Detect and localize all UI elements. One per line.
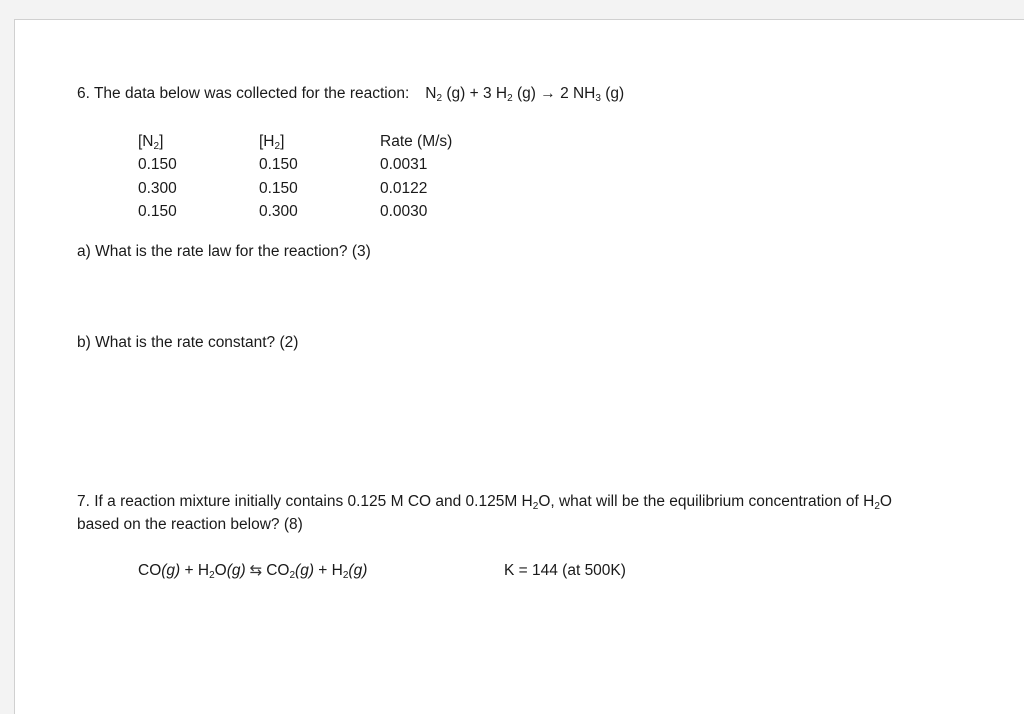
question-7-line-2: based on the reaction below? (8) <box>77 516 303 533</box>
table-column-n2 <box>138 130 268 223</box>
table-cell: 0.300 <box>259 202 298 220</box>
question-7-line-1: 7. If a reaction mixture initially contains 0.125 M CO and 0.125M $H_2O$, what will be the equilibrium concentration of $H_2O$ <box>77 493 892 512</box>
part-a-question: a) What is the rate law for the reaction? (3) <box>77 243 371 260</box>
question-6-text: 6. The data below was collected for the reaction: <box>77 85 410 102</box>
reaction-equation: $N_2$ (g) + 3 $H_2$ (g) → 2 $NH_3$ (g) <box>425 85 625 104</box>
part-b-question: b) What is the rate constant? (2) <box>77 334 299 351</box>
table-column-h2 <box>259 130 389 223</box>
table-cell: 0.150 <box>259 156 298 174</box>
table-header-h2: $[H_2]$ <box>259 133 285 152</box>
equilibrium-constant: K = 144 (at 500K) <box>504 562 626 579</box>
table-cell: 0.0122 <box>380 179 428 197</box>
table-cell: 0.150 <box>138 156 177 174</box>
question-6-prompt <box>77 84 624 104</box>
equilibrium-arrow-icon: ⇆ <box>249 562 263 579</box>
table-column-rate <box>380 130 510 223</box>
document-page <box>14 19 1024 714</box>
table-cell: 0.0031 <box>380 156 428 174</box>
table-header-n2: $[N_2]$ <box>138 133 164 152</box>
table-cell: 0.300 <box>138 179 177 197</box>
table-cell: 0.0030 <box>380 202 428 220</box>
reaction-arrow-icon: → <box>540 85 556 102</box>
table-cell: 0.150 <box>259 179 298 197</box>
equilibrium-reaction: $CO(g) + H_2O(g)$ ⇆ $CO_2(g) + H_2(g)$ <box>138 562 368 581</box>
table-cell: 0.150 <box>138 202 177 220</box>
table-header-rate: Rate (M/s) <box>380 133 453 150</box>
